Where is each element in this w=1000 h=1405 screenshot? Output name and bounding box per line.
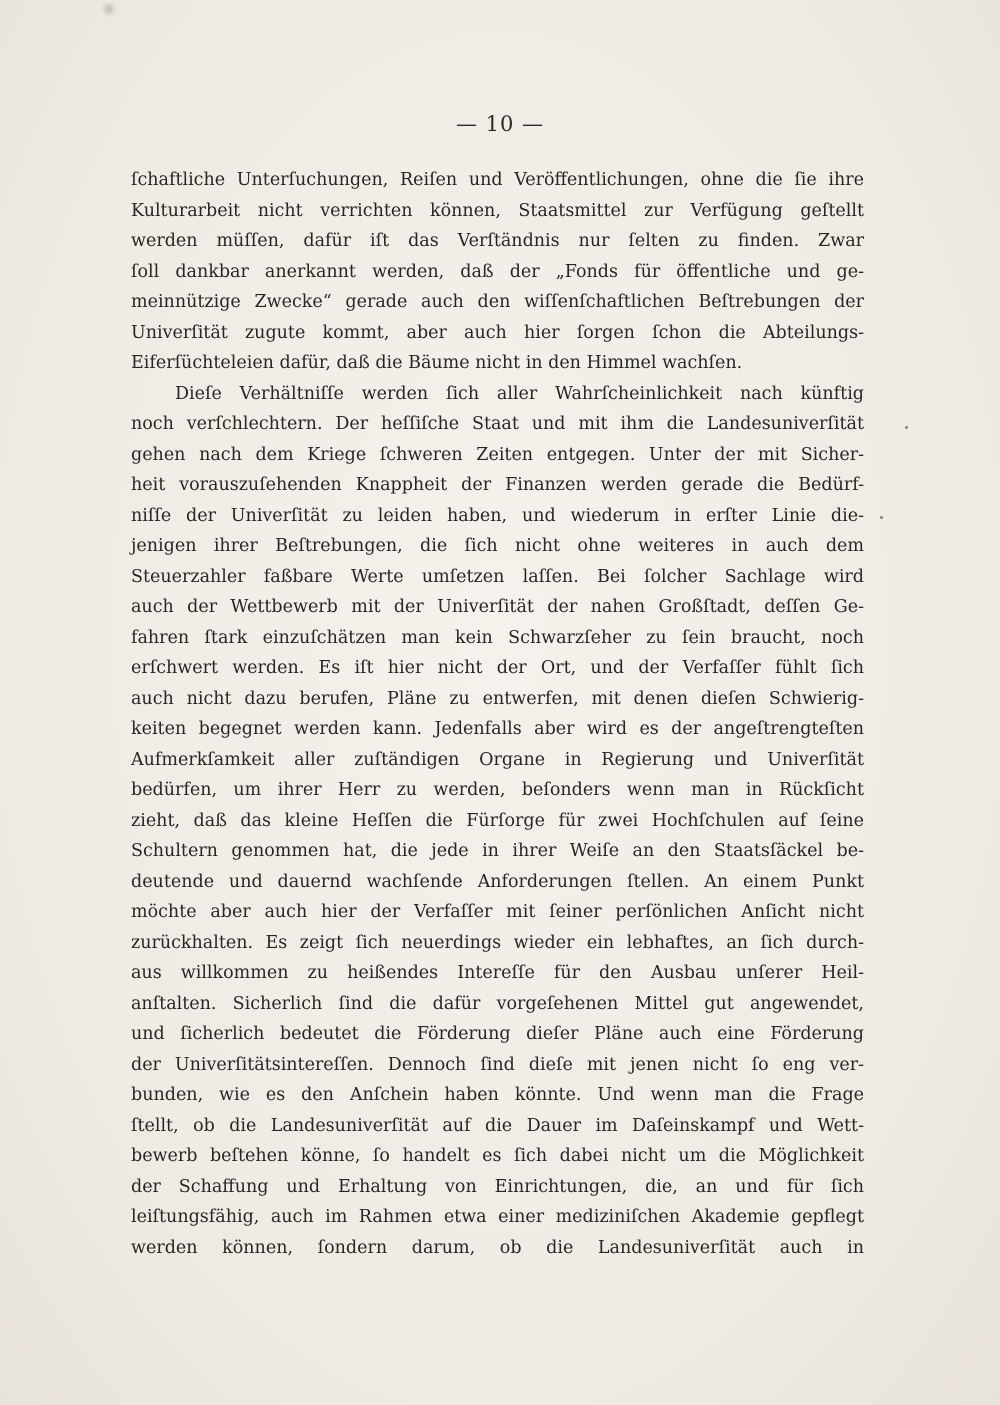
text-line: auch nicht dazu berufen, Pläne zu entwerfen, mit denen dieſen Schwierig-	[131, 688, 864, 709]
text-line: aus willkommen zu heißendes Intereſſe für den Ausbau unſerer Heil-	[131, 963, 864, 983]
text-line: Dieſe Verhältniſſe werden ſich aller Wahrſcheinlichkeit nach künftig	[175, 383, 864, 404]
text-line: Aufmerkſamkeit aller zuſtändigen Organe in Regierung und Univerſität	[131, 749, 864, 770]
text-line: ſtellt, ob die Landesuniverſität auf die Dauer im Daſeinskampf und Wett-	[131, 1115, 864, 1136]
body-text	[131, 165, 864, 1263]
text-line: meinnützige Zwecke“ gerade auch den wiſſenſchaftlichen Beſtrebungen der	[131, 292, 864, 312]
text-line: zurückhalten. Es zeigt ſich neuerdings wieder ein lebhaftes, an ſich durch-	[131, 932, 864, 953]
text-line: und ſicherlich bedeutet die Förderung dieſer Pläne auch eine Förderung	[131, 1024, 864, 1044]
text-line: deutende und dauernd wachſende Anforderungen ſtellen. An einem Punkt	[131, 871, 864, 892]
text-line: heit vorauszuſehenden Knappheit der Finanzen werden gerade die Bedürf-	[131, 475, 864, 495]
text-line: bedürfen, um ihrer Herr zu werden, beſonders wenn man in Rückſicht	[131, 780, 864, 800]
text-line: werden können, ſondern darum, ob die Landesuniverſität auch in	[131, 1237, 864, 1258]
text-line: der Univerſitätsintereſſen. Dennoch ſind dieſe mit jenen nicht ſo eng ver-	[131, 1054, 864, 1075]
text-line: Schultern genommen hat, die jede in ihrer Weiſe an den Staatsſäckel be-	[131, 841, 864, 861]
page-number: — 10 —	[455, 112, 545, 136]
text-line: Eiferſüchteleien dafür, daß die Bäume nicht in den Himmel wachſen.	[131, 353, 743, 373]
text-line: noch verſchlechtern. Der heſſiſche Staat und mit ihm die Landesuniverſität	[131, 414, 864, 434]
text-line: bewerb beſtehen könne, ſo handelt es ſich dabei nicht um die Möglichkeit	[131, 1146, 864, 1166]
text-line: werden müſſen, dafür iſt das Verſtändnis nur ſelten zu finden. Zwar	[131, 231, 864, 251]
text-line: erſchwert werden. Es iſt hier nicht der Ort, und der Verfaſſer fühlt ſich	[131, 658, 864, 678]
text-line: gehen nach dem Kriege ſchweren Zeiten entgegen. Unter der mit Sicher-	[131, 444, 864, 465]
text-line: ſchaftliche Unterſuchungen, Reiſen und Veröffentlichungen, ohne die ſie ihre	[131, 170, 864, 190]
text-line: zieht, daß das kleine Heſſen die Fürſorge für zwei Hochſchulen auf ſeine	[131, 810, 864, 831]
text-line: der Schaffung und Erhaltung von Einrichtungen, die, an und für ſich	[131, 1176, 864, 1197]
text-line: keiten begegnet werden kann. Jedenfalls aber wird es der angeſtrengteſten	[131, 719, 864, 739]
text-line: Steuerzahler faßbare Werte umſetzen laſſen. Bei ſolcher Sachlage wird	[131, 566, 864, 587]
text-line: bunden, wie es den Anſchein haben könnte. Und wenn man die Frage	[131, 1085, 864, 1105]
text-line: jenigen ihrer Beſtrebungen, die ſich nicht ohne weiteres in auch dem	[131, 536, 864, 556]
text-line: anſtalten. Sicherlich ſind die dafür vorgeſehenen Mittel gut angewendet,	[131, 993, 864, 1014]
paper-speck	[880, 516, 883, 519]
text-line: möchte aber auch hier der Verfaſſer mit ſeiner perſönlichen Anſicht nicht	[131, 902, 864, 922]
text-line: fahren ſtark einzuſchätzen man kein Schwarzſeher zu ſein braucht, noch	[131, 627, 864, 648]
text-line: Univerſität zugute kommt, aber auch hier ſorgen ſchon die Abteilungs-	[131, 322, 864, 343]
text-line: Kulturarbeit nicht verrichten können, Staatsmittel zur Verfügung geſtellt	[131, 200, 864, 221]
paper-speck	[905, 426, 908, 429]
text-line: ſoll dankbar anerkannt werden, daß der „Fonds für öffentliche und ge-	[131, 261, 864, 282]
text-line: leiſtungsfähig, auch im Rahmen etwa einer mediziniſchen Akademie gepflegt	[131, 1207, 864, 1227]
text-line: auch der Wettbewerb mit der Univerſität der nahen Großſtadt, deſſen Ge-	[131, 597, 864, 617]
text-line: niſſe der Univerſität zu leiden haben, und wiederum in erſter Linie die-	[131, 505, 864, 526]
paper-stain	[104, 4, 114, 14]
